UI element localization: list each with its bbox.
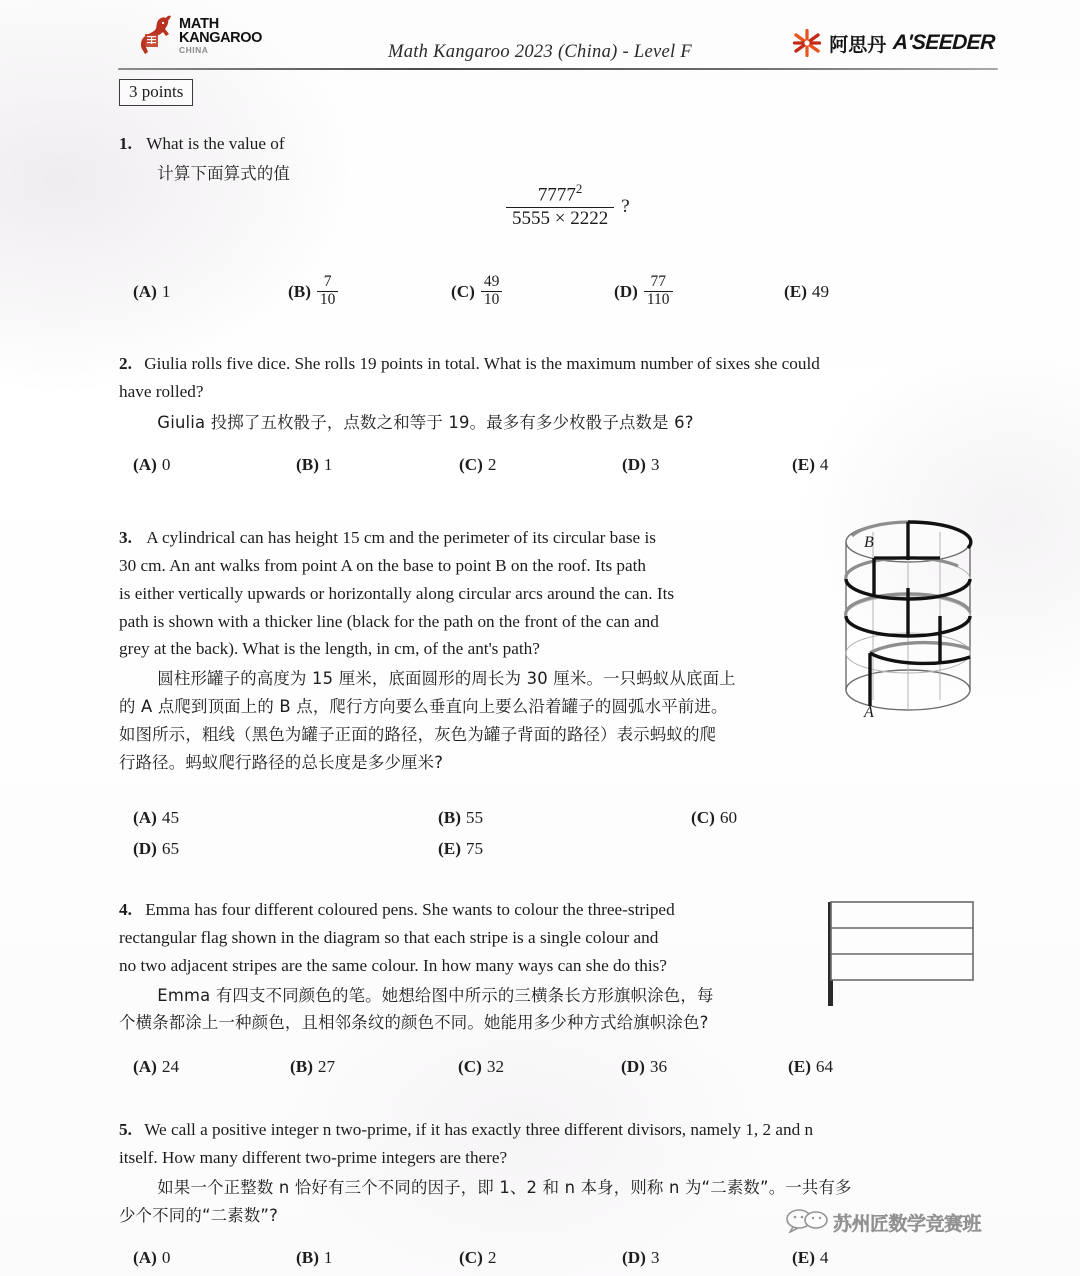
choice-5-e-label: (E) xyxy=(792,1248,815,1267)
choice-2-b-label: (B) xyxy=(296,455,319,474)
question-3-zh-line-1: 圆柱形罐子的高度为 15 厘米，底面圆形的周长为 30 厘米。一只蚂蚁从底面上 xyxy=(157,669,736,689)
choice-1-a[interactable] xyxy=(133,275,288,309)
choice-3-e-label: (E) xyxy=(438,839,461,858)
cylinder-label-a: A xyxy=(864,704,874,721)
choice-4-d[interactable] xyxy=(621,1057,788,1077)
choice-5-c-label: (C) xyxy=(459,1248,483,1267)
choice-1-c-label: (C) xyxy=(451,282,475,302)
choice-1-d-denominator: 110 xyxy=(644,291,673,309)
expression-question-mark: ? xyxy=(621,195,630,217)
choice-3-a[interactable] xyxy=(133,808,438,828)
question-2-choices xyxy=(133,455,923,475)
choice-5-d[interactable] xyxy=(622,1248,792,1268)
question-5-en-line-2: itself. How many different two-prime integers are there? xyxy=(119,1147,508,1167)
flag-diagram xyxy=(820,896,985,1008)
choice-1-b-numerator: 7 xyxy=(323,273,332,290)
question-1-choices xyxy=(133,275,923,309)
question-3-en-line-3: is either vertically upwards or horizontally along circular arcs around the can. Its xyxy=(119,583,675,603)
question-2-en-line-1: Giulia rolls five dice. She rolls 19 points in total. What is the maximum number of sixes she could xyxy=(144,354,820,373)
choice-2-c-value: 2 xyxy=(487,455,497,474)
choice-2-a-value: 0 xyxy=(161,455,171,474)
page-title: Math Kangaroo 2023 (China) - Level F xyxy=(387,42,693,62)
question-1-expression xyxy=(505,183,630,230)
choice-5-d-label: (D) xyxy=(622,1248,646,1267)
choice-5-a-label: (A) xyxy=(133,1248,157,1267)
choice-3-b-label: (B) xyxy=(438,808,461,827)
choice-5-a[interactable] xyxy=(133,1248,296,1268)
choice-1-c-numerator: 49 xyxy=(483,273,500,290)
question-2 xyxy=(119,350,989,437)
choice-3-e-value: 75 xyxy=(465,839,484,858)
choice-4-b-value: 27 xyxy=(317,1057,336,1076)
choice-4-e-value: 64 xyxy=(815,1057,834,1076)
choice-4-a-value: 24 xyxy=(161,1057,180,1076)
choice-5-e[interactable] xyxy=(792,1248,829,1268)
aseeder-english-name: A'SEEDER xyxy=(892,31,996,54)
question-4-en-line-1: Emma has four different coloured pens. She wants to colour the three-striped xyxy=(145,900,675,919)
choice-4-d-value: 36 xyxy=(649,1057,668,1076)
choice-1-a-label: (A) xyxy=(133,282,157,302)
choice-1-c[interactable] xyxy=(451,275,614,309)
choice-4-c-value: 32 xyxy=(486,1057,505,1076)
choice-3-c[interactable] xyxy=(691,808,737,828)
choice-3-d-value: 65 xyxy=(161,839,180,858)
choice-2-e[interactable] xyxy=(792,455,829,475)
choice-2-e-value: 4 xyxy=(819,455,829,474)
choice-2-d-value: 3 xyxy=(650,455,660,474)
question-4-zh-line-2: 个横条都涂上一种颜色，且相邻条纹的颜色不同。她能用多少种方式给旗帜涂色? xyxy=(119,1013,709,1033)
question-5-number: 5. xyxy=(119,1120,132,1139)
choice-3-a-label: (A) xyxy=(133,808,157,827)
wechat-watermark xyxy=(786,1207,981,1238)
question-2-number: 2. xyxy=(119,354,132,373)
choice-5-b[interactable] xyxy=(296,1248,459,1268)
choice-4-e-label: (E) xyxy=(788,1057,811,1076)
question-2-en-line-2: have rolled? xyxy=(119,381,204,401)
choice-4-b-label: (B) xyxy=(290,1057,313,1076)
question-1-number: 1. xyxy=(119,134,132,153)
choice-3-c-value: 60 xyxy=(719,808,738,827)
choice-4-e[interactable] xyxy=(788,1057,833,1077)
numerator-exponent: 2 xyxy=(575,181,583,196)
choice-1-b-fraction xyxy=(317,274,339,308)
fraction-numerator xyxy=(532,182,588,207)
question-1-en-line-1: What is the value of xyxy=(146,134,285,153)
choice-2-c[interactable] xyxy=(459,455,622,475)
question-4-choices xyxy=(133,1057,923,1077)
question-5-choices xyxy=(133,1248,923,1268)
choice-1-a-value: 1 xyxy=(161,282,171,302)
aseeder-logo xyxy=(792,28,995,58)
header-divider xyxy=(118,68,998,70)
choice-1-b[interactable] xyxy=(288,275,451,309)
choice-4-a-label: (A) xyxy=(133,1057,157,1076)
choice-3-c-label: (C) xyxy=(691,808,715,827)
choice-3-b[interactable] xyxy=(438,808,691,828)
fraction-denominator: 5555 × 2222 xyxy=(506,207,614,230)
choice-4-a[interactable] xyxy=(133,1057,290,1077)
question-4-en-line-3: no two adjacent stripes are the same colour. In how many ways can she do this? xyxy=(119,955,667,975)
choice-3-d-label: (D) xyxy=(133,839,157,858)
points-section-badge: 3 points xyxy=(119,79,193,106)
cylinder-diagram xyxy=(828,518,988,728)
choice-5-b-value: 1 xyxy=(323,1248,333,1267)
question-3-number: 3. xyxy=(119,528,132,547)
choice-1-d-fraction xyxy=(644,274,673,308)
choice-1-d[interactable] xyxy=(614,275,784,309)
choice-4-d-label: (D) xyxy=(621,1057,645,1076)
logo-line-3: CHINA xyxy=(179,44,209,55)
choice-5-a-value: 0 xyxy=(161,1248,171,1267)
choice-5-d-value: 3 xyxy=(650,1248,660,1267)
logo-line-2: KANGAROO xyxy=(179,29,262,46)
choice-1-c-fraction xyxy=(481,274,503,308)
question-3-zh-line-2: 的 A 点爬到顶面上的 B 点，爬行方向要么垂直向上要么沿着罐子的圆弧水平前进。 xyxy=(119,697,728,717)
choice-1-b-label: (B) xyxy=(288,282,311,302)
choice-2-b-value: 1 xyxy=(323,455,333,474)
choice-5-c-value: 2 xyxy=(487,1248,497,1267)
choice-2-d-label: (D) xyxy=(622,455,646,474)
choice-1-e-value: 49 xyxy=(811,282,830,302)
choice-1-d-numerator: 77 xyxy=(650,273,666,290)
cylinder-label-b: B xyxy=(864,534,874,551)
question-3-choices-row-2 xyxy=(133,839,833,859)
choice-5-c[interactable] xyxy=(459,1248,622,1268)
choice-2-d[interactable] xyxy=(622,455,792,475)
choice-2-c-label: (C) xyxy=(459,455,483,474)
choice-1-e-label: (E) xyxy=(784,282,807,302)
choice-3-a-value: 45 xyxy=(161,808,180,827)
question-4 xyxy=(119,896,809,1037)
question-3-en-line-2: 30 cm. An ant walks from point A on the base to point B on the roof. Its path xyxy=(119,555,647,575)
choice-2-a[interactable] xyxy=(133,455,296,475)
choice-5-b-label: (B) xyxy=(296,1248,319,1267)
question-3-en-line-4: path is shown with a thicker line (black for the path on the front of the can and xyxy=(119,611,659,631)
choice-2-e-label: (E) xyxy=(792,455,815,474)
question-5-en-line-1: We call a positive integer n two-prime, if it has exactly three different divisors, namely 1, 2 and n xyxy=(144,1120,814,1139)
question-3-zh-line-4: 行路径。蚂蚁爬行路径的总长度是多少厘米? xyxy=(119,752,444,772)
starburst-icon xyxy=(792,28,822,58)
chat-bubbles-icon xyxy=(786,1207,830,1238)
question-4-zh-line-1: Emma 有四支不同颜色的笔。她想给图中所示的三横条长方形旗帜涂色，每 xyxy=(157,985,714,1005)
choice-5-e-value: 4 xyxy=(819,1248,829,1267)
question-3 xyxy=(119,524,819,777)
choice-2-b[interactable] xyxy=(296,455,459,475)
question-5-zh-line-2: 少个不同的“二素数”? xyxy=(119,1205,279,1225)
page-header xyxy=(0,4,1080,72)
question-3-zh-line-3: 如图所示，粗线（黑色为罐子正面的路径，灰色为罐子背面的路径）表示蚂蚁的爬 xyxy=(119,725,717,745)
numerator-base: 7777 xyxy=(537,184,576,206)
choice-3-b-value: 55 xyxy=(465,808,484,827)
aseeder-chinese-name: 阿思丹 xyxy=(829,33,887,56)
logo-line-1: MATH xyxy=(179,16,220,33)
question-4-en-line-2: rectangular flag shown in the diagram so that each stripe is a single colour and xyxy=(119,927,659,947)
choice-4-c-label: (C) xyxy=(458,1057,482,1076)
question-2-zh-line-1: Giulia 投掷了五枚骰子，点数之和等于 19。最多有多少枚骰子点数是 6? xyxy=(157,412,694,432)
question-3-en-line-5: grey at the back). What is the length, in cm, of the ant's path? xyxy=(119,639,540,659)
choice-1-e[interactable] xyxy=(784,275,829,309)
question-4-number: 4. xyxy=(119,900,132,919)
watermark-text: 苏州匠数学竞赛班 xyxy=(833,1213,982,1235)
choice-2-a-label: (A) xyxy=(133,455,157,474)
question-1-zh-line-1: 计算下面算式的值 xyxy=(157,163,291,183)
choice-4-b[interactable] xyxy=(290,1057,458,1077)
question-5-zh-line-1: 如果一个正整数 n 恰好有三个不同的因子，即 1、2 和 n 本身，则称 n 为“二素数”。一共有多 xyxy=(157,1177,852,1197)
fraction-7777-squared-over-5555x2222 xyxy=(506,182,614,229)
choice-1-b-denominator: 10 xyxy=(317,291,339,309)
question-3-en-line-1: A cylindrical can has height 15 cm and the perimeter of its circular base is xyxy=(146,528,656,547)
choice-1-c-denominator: 10 xyxy=(481,291,503,309)
question-1 xyxy=(119,130,739,188)
choice-4-c[interactable] xyxy=(458,1057,621,1077)
question-3-choices-row-1 xyxy=(133,808,833,828)
choice-1-d-label: (D) xyxy=(614,282,638,302)
choice-3-d[interactable] xyxy=(133,839,438,859)
choice-3-e[interactable] xyxy=(438,839,483,859)
